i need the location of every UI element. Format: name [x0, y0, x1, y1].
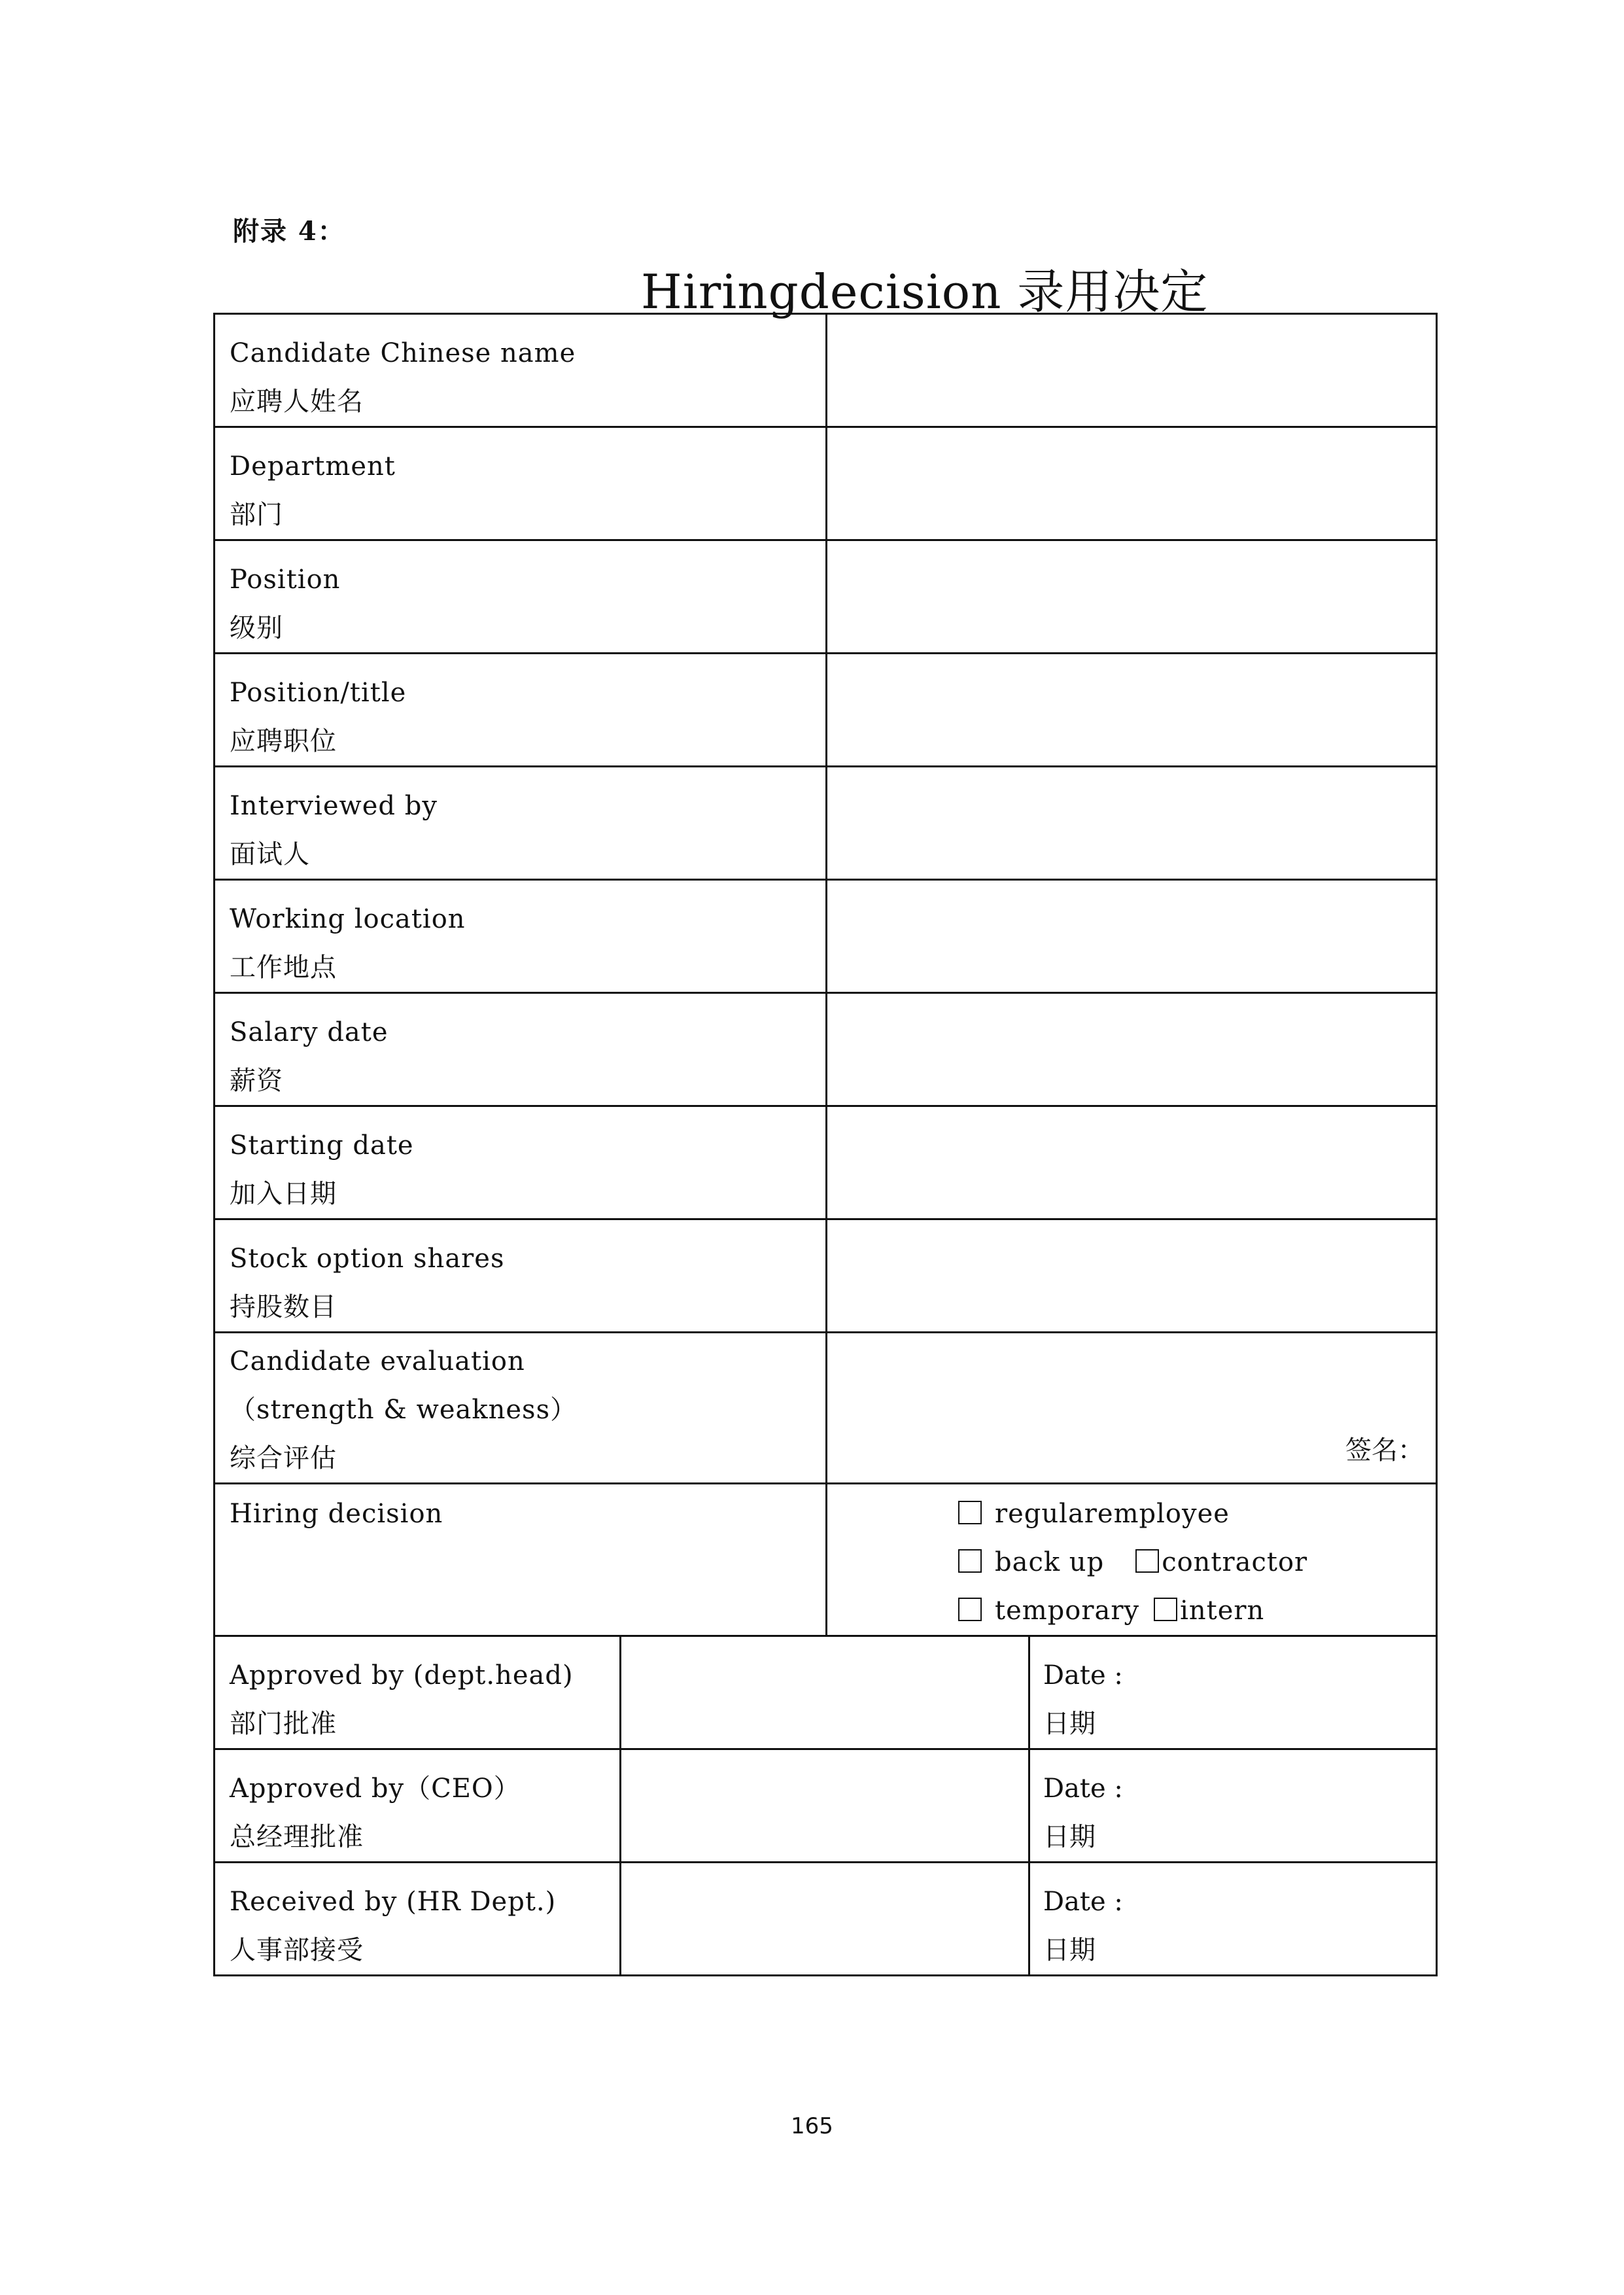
field-label-en: Position/title: [230, 678, 407, 708]
hr-date-input[interactable]: [1029, 1863, 1437, 1976]
option-row: [827, 1586, 1423, 1635]
field-label: [215, 880, 827, 993]
field-label-en: Interviewed by: [230, 791, 438, 821]
date-label-zh: 日期: [1043, 1822, 1096, 1852]
form-row-working-location: [215, 880, 1437, 993]
field-label: [215, 1219, 827, 1333]
field-label: [215, 540, 827, 654]
form-row-interviewed-by: [215, 767, 1437, 880]
temporary-checkbox[interactable]: [958, 1598, 982, 1621]
ceo-date-input[interactable]: [1029, 1749, 1437, 1863]
field-label-zh: 工作地点: [230, 953, 337, 983]
hr-signature-input[interactable]: [621, 1863, 1029, 1976]
field-label-en: Received by (HR Dept.): [230, 1887, 557, 1917]
interviewer-input[interactable]: [827, 767, 1437, 880]
field-label: [215, 993, 827, 1106]
field-label-en: Starting date: [230, 1130, 414, 1161]
form-row-starting-date: [215, 1106, 1437, 1219]
backup-label: back up: [995, 1547, 1105, 1577]
temporary-label: temporary: [995, 1596, 1140, 1626]
field-label-en: Candidate Chinese name: [230, 338, 576, 368]
field-label-en: Stock option shares: [230, 1244, 505, 1274]
candidate-name-input[interactable]: [827, 314, 1437, 427]
field-label: [215, 767, 827, 880]
field-label-en: Position: [230, 565, 341, 595]
regular-employee-checkbox[interactable]: [958, 1501, 982, 1524]
field-label-en: Salary date: [230, 1017, 389, 1047]
ceo-signature-input[interactable]: [621, 1749, 1029, 1863]
option-row: [827, 1538, 1423, 1586]
dept-head-signature-input[interactable]: [621, 1636, 1029, 1749]
form-row-approval-ceo: [215, 1749, 1437, 1863]
field-label: [215, 1636, 621, 1749]
field-label-zh: 总经理批准: [230, 1822, 364, 1852]
field-label-zh: 面试人: [230, 839, 310, 869]
position-level-input[interactable]: [827, 540, 1437, 654]
field-label-zh: 应聘人姓名: [230, 387, 364, 417]
field-label-zh: 部门批准: [230, 1709, 337, 1739]
backup-checkbox[interactable]: [958, 1549, 982, 1573]
field-label: [215, 427, 827, 540]
form-title: Hiringdecision 录用决定: [641, 264, 1209, 319]
field-label: [215, 1333, 827, 1484]
field-label: [215, 654, 827, 767]
field-label-en: Candidate evaluation: [230, 1346, 525, 1376]
form-row-position: [215, 540, 1437, 654]
field-label-zh: 级别: [230, 613, 283, 643]
field-label: [215, 1484, 827, 1636]
field-label-zh: 加入日期: [230, 1179, 337, 1209]
field-label-en: Approved by（CEO）: [230, 1774, 521, 1804]
intern-checkbox[interactable]: [1154, 1598, 1177, 1621]
hiring-decision-options: [827, 1484, 1437, 1636]
contractor-checkbox[interactable]: [1135, 1549, 1159, 1573]
field-label: [215, 1863, 621, 1976]
department-input[interactable]: [827, 427, 1437, 540]
intern-label: intern: [1180, 1596, 1265, 1626]
form-row-hiring-decision: [215, 1484, 1437, 1636]
field-label-en-sub: （strength & weakness）: [230, 1395, 578, 1425]
field-label: [215, 1749, 621, 1863]
field-label-zh: 薪资: [230, 1066, 283, 1096]
field-label-zh: 持股数目: [230, 1292, 337, 1322]
stock-options-input[interactable]: [827, 1219, 1437, 1333]
field-label-en: Hiring decision: [230, 1499, 443, 1529]
field-label-en: Approved by (dept.head): [230, 1660, 574, 1691]
contractor-label: contractor: [1162, 1547, 1308, 1577]
field-label-en: Department: [230, 451, 396, 482]
date-label-en: Date :: [1043, 1660, 1123, 1691]
form-row-position-title: [215, 654, 1437, 767]
field-label-zh: 应聘职位: [230, 726, 337, 756]
form-row-candidate-name: [215, 314, 1437, 427]
field-label-en: Working location: [230, 904, 466, 934]
form-row-department: [215, 427, 1437, 540]
date-label-en: Date :: [1043, 1887, 1123, 1917]
regular-employee-label: regularemployee: [995, 1499, 1230, 1529]
field-label: [215, 1106, 827, 1219]
signature-label: 签名：: [1345, 1435, 1424, 1465]
form-row-received-hr: [215, 1863, 1437, 1976]
field-label-zh: 部门: [230, 500, 283, 530]
hiring-decision-form: [213, 313, 1438, 1976]
form-row-stock-options: [215, 1219, 1437, 1333]
field-label-zh: 人事部接受: [230, 1935, 364, 1965]
form-row-evaluation: [215, 1333, 1437, 1484]
date-label-zh: 日期: [1043, 1935, 1096, 1965]
page-number: 165: [791, 2113, 833, 2139]
working-location-input[interactable]: [827, 880, 1437, 993]
date-label-zh: 日期: [1043, 1709, 1096, 1739]
position-title-input[interactable]: [827, 654, 1437, 767]
starting-date-input[interactable]: [827, 1106, 1437, 1219]
appendix-label: 附录 4：: [233, 216, 345, 247]
date-label-en: Date :: [1043, 1774, 1123, 1804]
dept-head-date-input[interactable]: [1029, 1636, 1437, 1749]
evaluation-input[interactable]: [827, 1333, 1437, 1484]
form-row-salary: [215, 993, 1437, 1106]
form-row-approval-dept-head: [215, 1636, 1437, 1749]
field-label: [215, 314, 827, 427]
option-row: [827, 1490, 1423, 1538]
field-label-zh: 综合评估: [230, 1443, 337, 1473]
salary-input[interactable]: [827, 993, 1437, 1106]
